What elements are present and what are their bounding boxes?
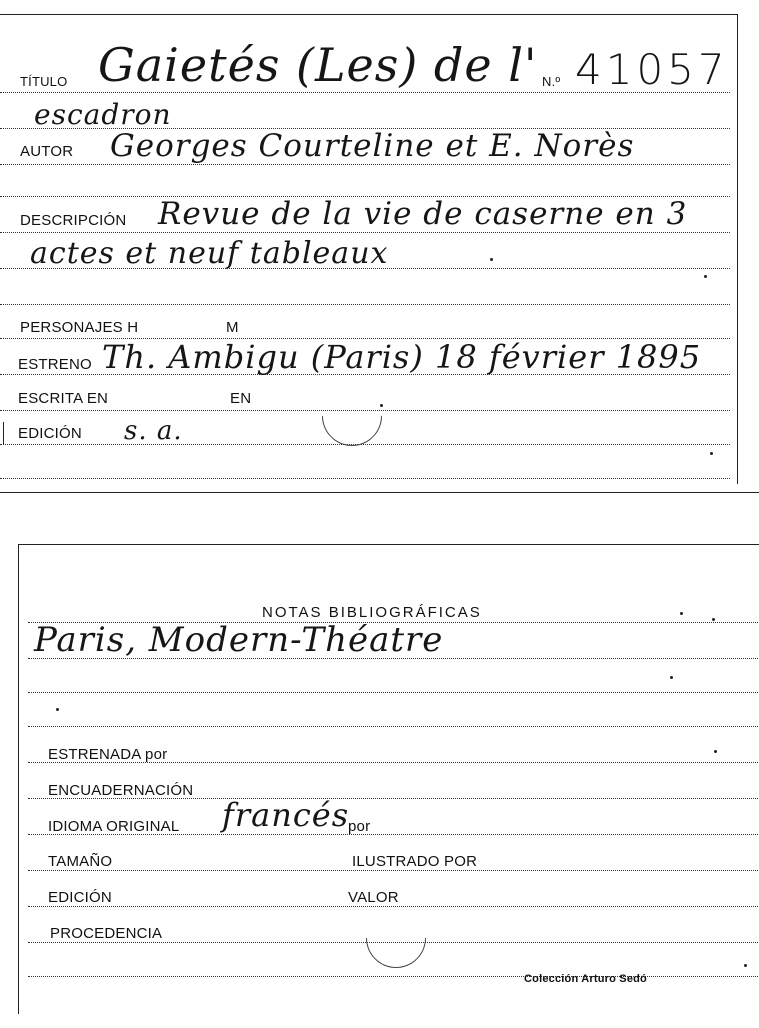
edicion-margin-tick <box>3 422 4 444</box>
ink-speck <box>704 275 707 278</box>
catalog-card-top <box>0 0 759 495</box>
personajes-m-label: M <box>226 319 239 336</box>
procedencia-label: PROCEDENCIA <box>50 925 163 942</box>
card-left-edge <box>18 544 19 1014</box>
ruled-line <box>28 726 758 727</box>
edicion-label: EDICIÓN <box>48 889 112 906</box>
edicion-label: EDICIÓN <box>18 425 82 442</box>
ink-speck <box>714 750 717 753</box>
coleccion-credit: Colección Arturo Sedó <box>524 973 647 985</box>
ruled-line <box>0 444 730 445</box>
titulo-value-line2: escadron <box>34 98 172 131</box>
card-right-edge <box>737 14 738 484</box>
valor-label: VALOR <box>348 889 399 906</box>
numero-label: N.º <box>542 74 561 89</box>
catalog-card-bottom <box>0 540 759 1028</box>
ink-speck <box>56 708 59 711</box>
autor-value: Georges Courteline et E. Norès <box>110 128 635 164</box>
descripcion-value-line1: Revue de la vie de caserne en 3 <box>158 196 688 232</box>
autor-label: AUTOR <box>20 143 74 160</box>
ruled-line <box>0 232 730 233</box>
ruled-line <box>28 870 758 871</box>
notas-bibliograficas-heading: NOTAS BIBLIOGRÁFICAS <box>262 604 482 621</box>
notas-value-line1: Paris, Modern-Théatre <box>34 620 444 660</box>
ink-speck <box>680 612 683 615</box>
numero-value: 41057 <box>575 45 729 94</box>
estreno-value: Th. Ambigu (Paris) 18 février 1895 <box>102 338 702 376</box>
tamano-label: TAMAÑO <box>48 853 113 870</box>
idioma-por-label: por <box>348 818 371 835</box>
idioma-original-value: francés <box>222 796 350 834</box>
card-top-edge <box>18 544 759 545</box>
ruled-line <box>0 164 730 165</box>
ink-speck <box>712 618 715 621</box>
ink-speck <box>670 676 673 679</box>
ink-speck <box>744 964 747 967</box>
personajes-h-label: PERSONAJES H <box>20 319 139 336</box>
ink-speck <box>380 404 383 407</box>
idioma-original-label: IDIOMA ORIGINAL <box>48 818 180 835</box>
ilustrado-por-label: ILUSTRADO POR <box>352 853 478 870</box>
edicion-value: s. a. <box>124 416 183 446</box>
en-label: EN <box>230 390 252 407</box>
ruled-line <box>28 692 758 693</box>
titulo-value-line1: Gaietés (Les) de l' <box>98 38 538 92</box>
escrita-en-label: ESCRITA EN <box>18 390 109 407</box>
faded-stamp <box>310 374 395 459</box>
card-top-edge <box>0 14 738 15</box>
faded-stamp <box>354 896 439 981</box>
titulo-label: TÍTULO <box>20 74 68 89</box>
ruled-line <box>0 304 730 305</box>
card-bottom-edge <box>0 492 759 493</box>
ink-speck <box>710 452 713 455</box>
descripcion-label: DESCRIPCIÓN <box>20 212 127 229</box>
ruled-line <box>0 478 730 479</box>
descripcion-value-line2: actes et neuf tableaux <box>30 236 389 271</box>
ink-speck <box>490 258 493 261</box>
ruled-line <box>28 976 758 977</box>
estreno-label: ESTRENO <box>18 356 92 373</box>
estrenada-por-label: ESTRENADA por <box>48 746 168 763</box>
encuadernacion-label: ENCUADERNACIÓN <box>48 782 194 799</box>
